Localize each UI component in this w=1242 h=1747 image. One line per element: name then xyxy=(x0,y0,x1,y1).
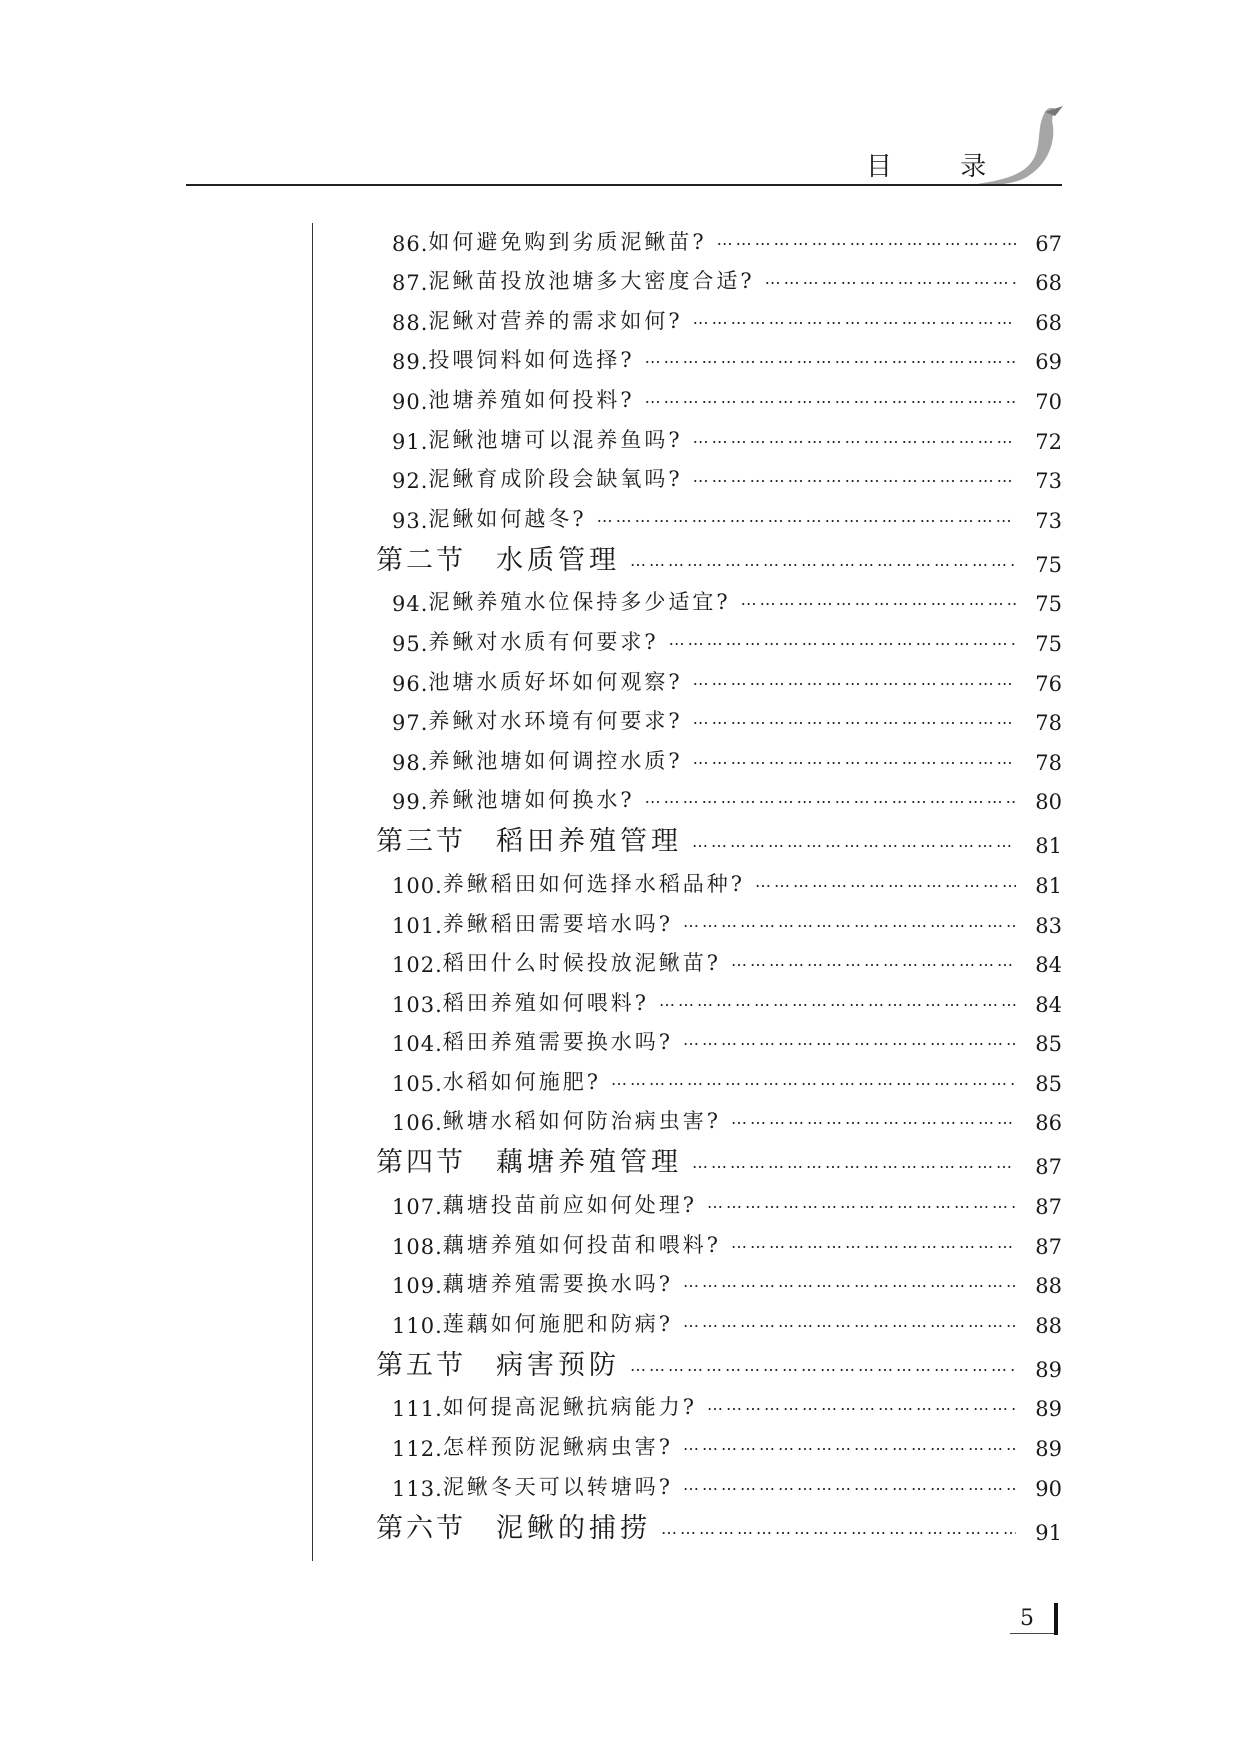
toc-page-number: 75 xyxy=(1035,552,1062,577)
dot-leader xyxy=(630,553,1016,577)
toc-entry-row xyxy=(376,1298,1062,1338)
toc-item-title: 藕塘养殖需要换水吗? xyxy=(442,1272,674,1297)
toc-item-title: 鳅塘水稻如何防治病虫害? xyxy=(442,1109,722,1134)
toc-item-title: 稻田养殖需要换水吗? xyxy=(442,1030,674,1055)
toc-item-number: 101. xyxy=(392,913,443,938)
running-header-title: 目 录 xyxy=(866,152,1017,182)
toc-entry-row xyxy=(376,1096,1062,1136)
toc-page-number: 78 xyxy=(1035,750,1062,775)
toc-item-title: 泥鳅育成阶段会缺氧吗? xyxy=(428,467,683,492)
toc-section-row xyxy=(376,814,1062,858)
dot-leader xyxy=(755,874,1016,898)
dot-leader xyxy=(693,672,1016,696)
toc-page-number: 72 xyxy=(1035,429,1062,454)
toc-page-number: 78 xyxy=(1035,711,1062,736)
toc-item-title: 稻田什么时候投放泥鳅苗? xyxy=(442,951,722,976)
toc-item-number: 第六节 xyxy=(376,1512,466,1544)
dot-leader xyxy=(731,1235,1016,1259)
toc-page-number: 73 xyxy=(1035,469,1062,494)
toc-entry-row xyxy=(376,616,1062,656)
toc-item-title: 池塘养殖如何投料? xyxy=(428,387,635,412)
dot-leader xyxy=(707,1397,1016,1421)
toc-entry-row xyxy=(376,1219,1062,1259)
toc-entry-row xyxy=(376,454,1062,494)
toc-page-number: 89 xyxy=(1035,1437,1062,1462)
toc-item-title: 泥鳅如何越冬? xyxy=(428,506,587,531)
toc-item-number: 92. xyxy=(392,469,429,494)
toc-page-number: 91 xyxy=(1035,1520,1062,1545)
toc-item-number: 94. xyxy=(392,592,429,617)
toc-page-number: 75 xyxy=(1035,592,1062,617)
toc-item-title: 养鳅稻田需要培水吗? xyxy=(442,911,674,936)
toc-item-title: 泥鳅的捕捞 xyxy=(496,1512,651,1544)
dot-leader xyxy=(683,1437,1016,1461)
toc-entry-row xyxy=(376,216,1062,256)
dot-leader xyxy=(683,1314,1016,1338)
dot-leader xyxy=(693,469,1016,493)
toc-item-number: 第五节 xyxy=(376,1349,466,1381)
toc-entry-row xyxy=(376,898,1062,938)
dot-leader xyxy=(645,790,1016,814)
dot-leader xyxy=(683,914,1016,938)
dot-leader xyxy=(692,834,1016,858)
dot-leader xyxy=(645,390,1016,414)
dot-leader xyxy=(741,592,1016,616)
toc-entry-row xyxy=(376,938,1062,978)
dot-leader xyxy=(731,1111,1016,1135)
toc-page-number: 89 xyxy=(1035,1397,1062,1422)
dot-leader xyxy=(693,751,1016,775)
toc-item-number: 103. xyxy=(392,992,443,1017)
toc-item-number: 90. xyxy=(392,389,429,414)
toc-item-title: 稻田养殖如何喂料? xyxy=(442,990,650,1015)
toc-item-title: 如何提高泥鳅抗病能力? xyxy=(442,1395,698,1420)
dot-leader xyxy=(731,953,1016,977)
toc-item-title: 水质管理 xyxy=(496,544,620,576)
toc-item-number: 109. xyxy=(392,1274,443,1299)
toc-item-title: 泥鳅对营养的需求如何? xyxy=(428,308,683,333)
page-number-underline xyxy=(1010,1633,1054,1634)
toc-item-title: 水稻如何施肥? xyxy=(442,1069,602,1094)
toc-entry-row xyxy=(376,414,1062,454)
toc-entry-row xyxy=(376,858,1062,898)
toc-page-number: 90 xyxy=(1035,1476,1062,1501)
toc-entry-row xyxy=(376,295,1062,335)
toc-item-title: 养鳅稻田如何选择水稻品种? xyxy=(442,871,746,896)
toc-page-number: 75 xyxy=(1035,631,1062,656)
toc-item-number: 100. xyxy=(392,873,443,898)
toc-item-title: 养鳅池塘如何调控水质? xyxy=(428,748,683,773)
toc-item-title: 泥鳅苗投放池塘多大密度合适? xyxy=(428,269,755,294)
margin-rule xyxy=(312,223,313,1561)
toc-item-number: 113. xyxy=(392,1476,443,1501)
toc-page-number: 67 xyxy=(1035,231,1062,256)
toc-entry-row xyxy=(376,1056,1062,1096)
toc-page-number: 88 xyxy=(1035,1313,1062,1338)
dot-leader xyxy=(693,711,1016,735)
toc-entry-row xyxy=(376,335,1062,375)
toc-page-number: 68 xyxy=(1035,310,1062,335)
dot-leader xyxy=(659,993,1016,1017)
toc-page-number: 84 xyxy=(1035,992,1062,1017)
toc-page-number: 84 xyxy=(1035,953,1062,978)
toc-item-number: 98. xyxy=(392,750,429,775)
toc-page-number: 86 xyxy=(1035,1111,1062,1136)
toc-item-title: 养鳅池塘如何换水? xyxy=(428,788,635,813)
toc-entry-row xyxy=(376,656,1062,696)
dot-leader xyxy=(717,232,1016,256)
loach-fish-logo xyxy=(975,104,1067,186)
toc-item-number: 95. xyxy=(392,631,429,656)
toc-page-number: 87 xyxy=(1035,1195,1062,1220)
dot-leader xyxy=(683,1032,1016,1056)
dot-leader xyxy=(765,271,1016,295)
dot-leader xyxy=(693,430,1016,454)
toc-item-title: 藕塘投苗前应如何处理? xyxy=(442,1193,698,1218)
toc-item-title: 病害预防 xyxy=(496,1349,620,1381)
toc-item-title: 如何避免购到劣质泥鳅苗? xyxy=(428,229,707,254)
dot-leader xyxy=(661,1521,1016,1545)
toc-item-number: 102. xyxy=(392,953,443,978)
toc-item-number: 108. xyxy=(392,1234,443,1259)
toc-page-number: 85 xyxy=(1035,1071,1062,1096)
toc-entry-row xyxy=(376,775,1062,815)
toc-page-number: 76 xyxy=(1035,671,1062,696)
table-of-contents xyxy=(376,216,1062,1545)
toc-item-number: 112. xyxy=(392,1437,443,1462)
dot-leader xyxy=(683,1274,1016,1298)
toc-item-number: 96. xyxy=(392,671,429,696)
toc-item-number: 97. xyxy=(392,711,429,736)
page-number: 5 xyxy=(1020,1606,1034,1631)
toc-item-title: 莲藕如何施肥和防病? xyxy=(442,1311,674,1336)
toc-entry-row xyxy=(376,1179,1062,1219)
toc-entry-row xyxy=(376,696,1062,736)
toc-entry-row xyxy=(376,1461,1062,1501)
toc-item-number: 第四节 xyxy=(376,1147,466,1179)
toc-item-number: 107. xyxy=(392,1195,443,1220)
toc-section-row xyxy=(376,1501,1062,1545)
dot-leader xyxy=(597,509,1016,533)
toc-entry-row xyxy=(376,1259,1062,1299)
toc-item-number: 86. xyxy=(392,231,429,256)
toc-item-title: 藕塘养殖管理 xyxy=(496,1147,682,1179)
toc-entry-row xyxy=(376,1421,1062,1461)
toc-item-number: 第二节 xyxy=(376,544,466,576)
toc-page-number: 68 xyxy=(1035,271,1062,296)
toc-item-title: 投喂饲料如何选择? xyxy=(428,348,635,373)
toc-entry-row xyxy=(376,256,1062,296)
toc-page-number: 83 xyxy=(1035,913,1062,938)
toc-page-number: 80 xyxy=(1035,790,1062,815)
toc-item-number: 111. xyxy=(392,1397,443,1422)
dot-leader xyxy=(611,1072,1016,1096)
toc-item-title: 稻田养殖管理 xyxy=(496,826,682,858)
dot-leader xyxy=(693,311,1016,335)
toc-page-number: 70 xyxy=(1035,389,1062,414)
toc-section-row xyxy=(376,1338,1062,1382)
toc-entry-row xyxy=(376,735,1062,775)
toc-page-number: 69 xyxy=(1035,350,1062,375)
toc-entry-row xyxy=(376,493,1062,533)
toc-item-number: 第三节 xyxy=(376,826,466,858)
dot-leader xyxy=(645,350,1016,374)
toc-item-number: 93. xyxy=(392,508,429,533)
toc-page-number: 87 xyxy=(1035,1155,1062,1180)
dot-leader xyxy=(669,632,1016,656)
toc-item-number: 89. xyxy=(392,350,429,375)
dot-leader xyxy=(683,1477,1016,1501)
toc-item-title: 养鳅对水环境有何要求? xyxy=(428,709,683,734)
dot-leader xyxy=(707,1195,1016,1219)
toc-item-number: 88. xyxy=(392,310,429,335)
toc-item-title: 泥鳅冬天可以转塘吗? xyxy=(442,1474,674,1499)
toc-item-number: 87. xyxy=(392,271,429,296)
toc-page-number: 73 xyxy=(1035,508,1062,533)
toc-entry-row xyxy=(376,1382,1062,1422)
toc-page-number: 88 xyxy=(1035,1274,1062,1299)
toc-item-number: 91. xyxy=(392,429,429,454)
toc-page-number: 87 xyxy=(1035,1234,1062,1259)
toc-item-number: 104. xyxy=(392,1032,443,1057)
toc-page-number: 89 xyxy=(1035,1357,1062,1382)
toc-item-title: 养鳅对水质有何要求? xyxy=(428,629,659,654)
toc-entry-row xyxy=(376,1017,1062,1057)
toc-entry-row xyxy=(376,577,1062,617)
dot-leader xyxy=(692,1155,1016,1179)
toc-item-title: 池塘水质好坏如何观察? xyxy=(428,669,683,694)
dot-leader xyxy=(630,1358,1016,1382)
toc-item-title: 泥鳅池塘可以混养鱼吗? xyxy=(428,427,683,452)
toc-item-number: 110. xyxy=(392,1313,443,1338)
toc-item-number: 99. xyxy=(392,790,429,815)
toc-page-number: 85 xyxy=(1035,1032,1062,1057)
toc-page-number: 81 xyxy=(1035,834,1062,859)
toc-section-row xyxy=(376,1135,1062,1179)
toc-item-number: 105. xyxy=(392,1071,443,1096)
toc-item-title: 怎样预防泥鳅病虫害? xyxy=(442,1435,674,1460)
toc-entry-row xyxy=(376,374,1062,414)
header-rule xyxy=(186,184,1062,186)
toc-item-title: 泥鳅养殖水位保持多少适宜? xyxy=(428,590,731,615)
toc-page-number: 81 xyxy=(1035,873,1062,898)
toc-entry-row xyxy=(376,977,1062,1017)
toc-item-title: 藕塘养殖如何投苗和喂料? xyxy=(442,1232,722,1257)
page-number-bar xyxy=(1054,1603,1058,1635)
toc-section-row xyxy=(376,533,1062,577)
toc-item-number: 106. xyxy=(392,1111,443,1136)
